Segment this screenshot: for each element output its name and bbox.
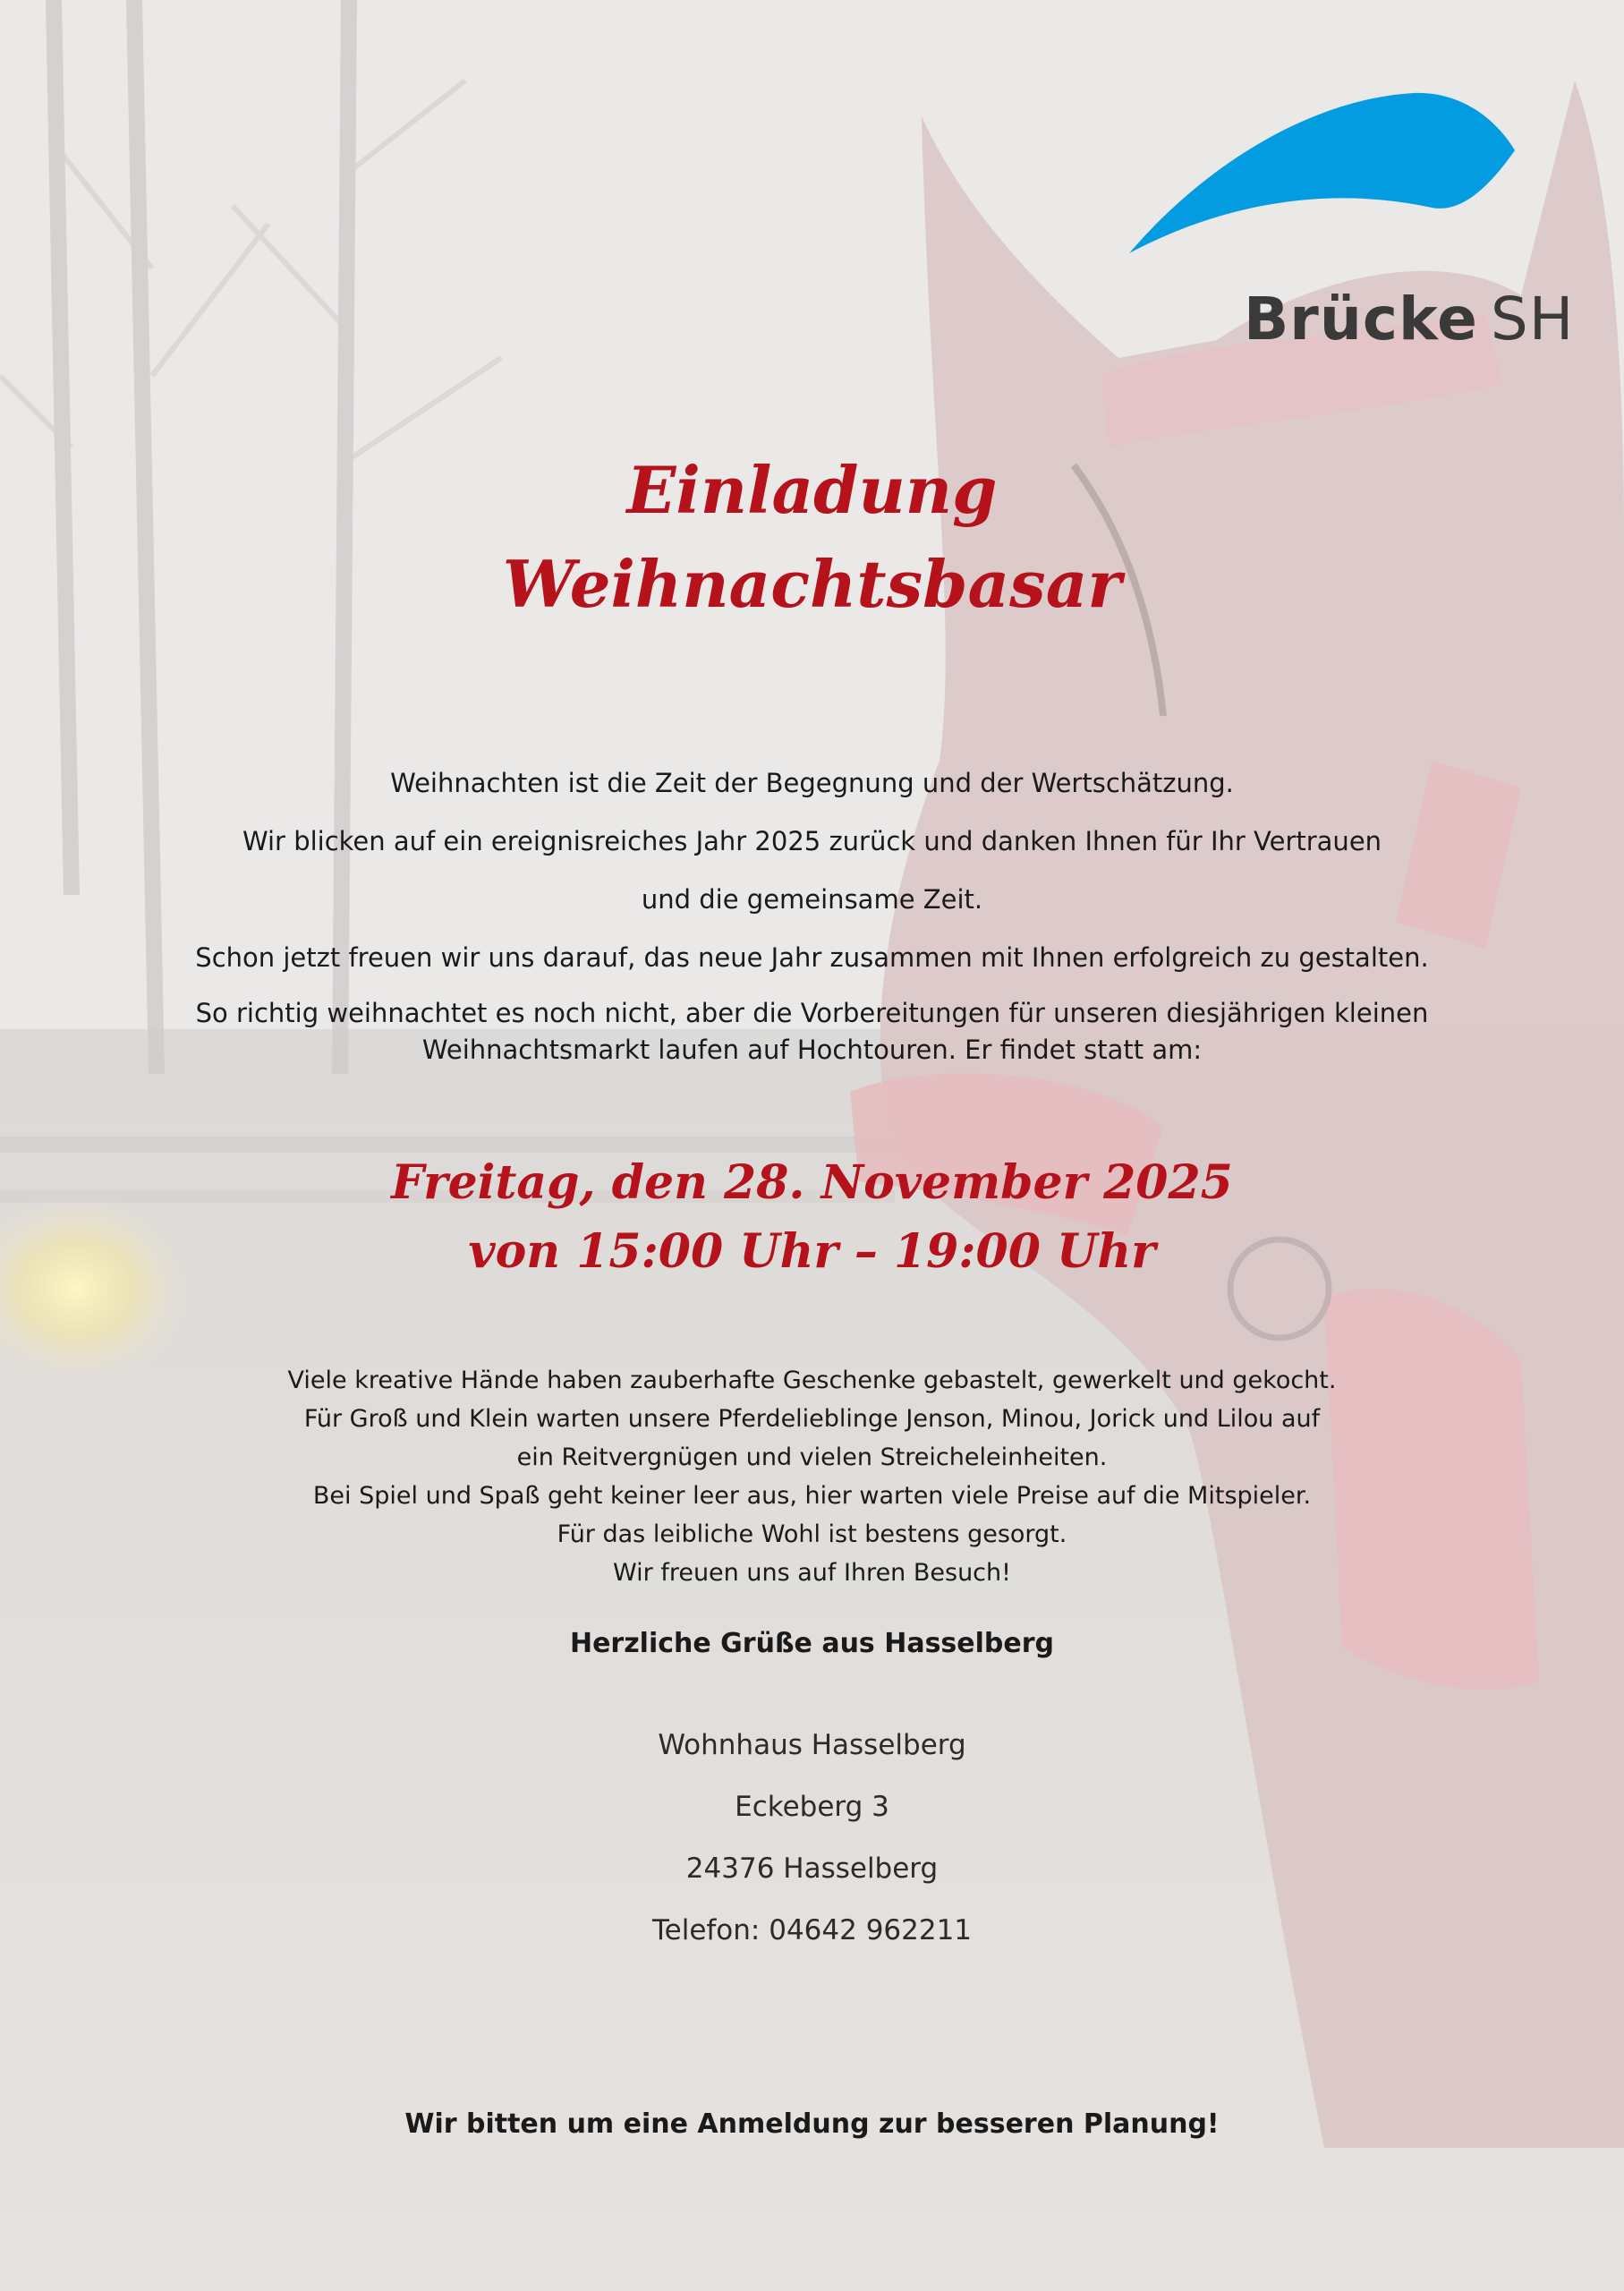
details-line: Wir freuen uns auf Ihren Besuch! bbox=[613, 1559, 1011, 1587]
intro-line: Schon jetzt freuen wir uns darauf, das neue Jahr zusammen mit Ihnen erfolgreich zu gestalten. bbox=[195, 942, 1429, 973]
event-time: von 15:00 Uhr – 19:00 Uhr bbox=[468, 1224, 1156, 1279]
details-line: Bei Spiel und Spaß geht keiner leer aus, hier warten viele Preise auf die Mitspieler. bbox=[312, 1482, 1312, 1510]
address-street: Eckeberg 3 bbox=[735, 1791, 889, 1823]
brand-wordmark bbox=[1244, 285, 1574, 353]
intro-line: So richtig weihnachtet es noch nicht, aber die Vorbereitungen für unseren diesjährigen kleinen bbox=[195, 998, 1429, 1028]
details-line: ein Reitvergnügen und vielen Streicheleinheiten. bbox=[516, 1444, 1108, 1471]
details-line: Für Groß und Klein warten unsere Pferdelieblinge Jenson, Minou, Jorick und Lilou auf bbox=[303, 1405, 1321, 1433]
address-name: Wohnhaus Hasselberg bbox=[658, 1729, 966, 1761]
intro-line: Weihnachten ist die Zeit der Begegnung und der Wertschätzung. bbox=[390, 768, 1234, 798]
address-phone: Telefon: 04642 962211 bbox=[651, 1914, 973, 1946]
details-line: Viele kreative Hände haben zauberhafte Geschenke gebastelt, gewerkelt und gekocht. bbox=[287, 1367, 1337, 1394]
logo-arc-icon bbox=[1129, 93, 1515, 253]
greeting: Herzliche Grüße aus Hasselberg bbox=[569, 1628, 1055, 1659]
brand-name: Brücke bbox=[1244, 285, 1478, 353]
details-line: Für das leibliche Wohl ist bestens gesorgt. bbox=[557, 1520, 1067, 1548]
title-weihnachtsbasar: Weihnachtsbasar bbox=[502, 546, 1122, 622]
event-date: Freitag, den 28. November 2025 bbox=[391, 1155, 1233, 1210]
registration-note: Wir bitten um eine Anmeldung zur besseren Planung! bbox=[404, 2108, 1220, 2140]
address-city: 24376 Hasselberg bbox=[685, 1852, 939, 1885]
title-einladung: Einladung bbox=[626, 452, 998, 528]
brand-suffix: SH bbox=[1490, 285, 1575, 353]
intro-line: Weihnachtsmarkt laufen auf Hochtouren. Er findet statt am: bbox=[421, 1035, 1203, 1065]
intro-line: und die gemeinsame Zeit. bbox=[641, 884, 983, 915]
intro-line: Wir blicken auf ein ereignisreiches Jahr 2025 zurück und danken Ihnen für Ihr Vertrauen bbox=[242, 826, 1382, 856]
